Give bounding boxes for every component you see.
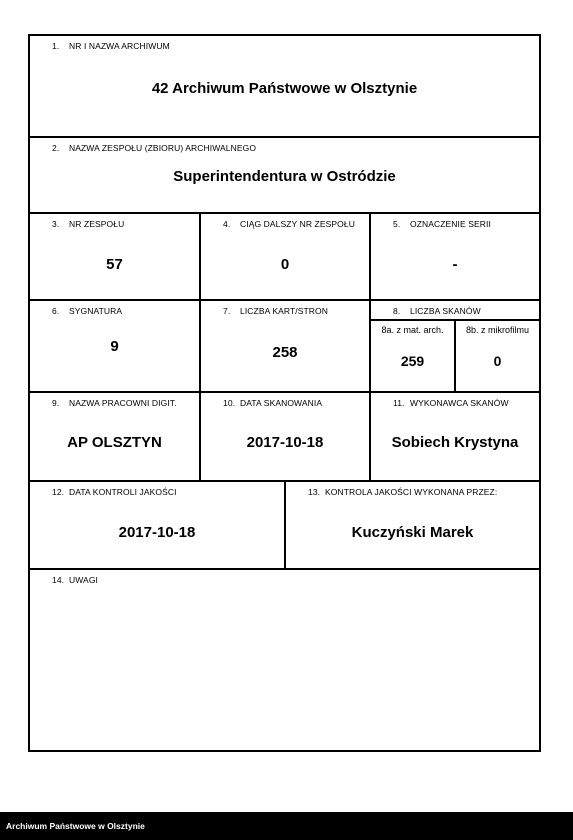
- field-fonds-continuation: [199, 212, 371, 301]
- field-scanned-by: [369, 391, 541, 482]
- field-fonds-number: [28, 212, 201, 301]
- scan-count-microfilm-value: 0: [493, 353, 502, 369]
- scan-date-value: 2017-10-18: [246, 434, 324, 451]
- subfield-label: 8a. z mat. arch.: [381, 325, 444, 335]
- field-label: 5. OZNACZENIE SERII: [393, 219, 491, 229]
- footer-bar: [0, 812, 573, 840]
- scan-count-archival-value: 259: [400, 353, 425, 369]
- field-quality-checked-by: [284, 480, 541, 570]
- field-page-count: [199, 299, 371, 393]
- field-label: 14. UWAGI: [52, 575, 98, 585]
- fonds-number-value: 57: [106, 256, 123, 273]
- field-series-designation: [369, 212, 541, 301]
- field-label: 9. NAZWA PRACOWNI DIGIT.: [52, 398, 177, 408]
- fonds-continuation-value: 0: [280, 256, 290, 273]
- field-label: 1. NR I NAZWA ARCHIWUM: [52, 41, 170, 51]
- field-label: 3. NR ZESPOŁU: [52, 219, 125, 229]
- signature-value: 9: [110, 338, 119, 355]
- footer-text: Archiwum Państwowe w Olsztynie: [6, 821, 145, 831]
- field-label: 4. CIĄG DALSZY NR ZESPOŁU: [223, 219, 355, 229]
- field-label: 7. LICZBA KART/STRON: [223, 306, 328, 316]
- field-label: 11. WYKONAWCA SKANÓW: [393, 398, 509, 408]
- field-quality-check-date: [28, 480, 286, 570]
- field-scan-count-archival: [369, 319, 456, 393]
- archive-name-value: 42 Archiwum Państwowe w Olsztynie: [151, 80, 418, 97]
- field-label: 8. LICZBA SKANÓW: [393, 306, 481, 316]
- series-designation-value: -: [452, 256, 458, 273]
- field-label: 10. DATA SKANOWANIA: [223, 398, 323, 408]
- field-fonds-name: [28, 136, 541, 214]
- scanned-by-value: Sobiech Krystyna: [391, 434, 519, 451]
- field-archive: [28, 34, 541, 138]
- field-scan-date: [199, 391, 371, 482]
- subfield-label: 8b. z mikrofilmu: [465, 325, 529, 335]
- page-count-value: 258: [272, 344, 298, 361]
- archive-metadata-form: [28, 34, 541, 752]
- field-label: 13. KONTROLA JAKOŚCI WYKONANA PRZEZ:: [308, 487, 498, 497]
- field-scan-count-microfilm: [454, 319, 541, 393]
- field-label: 12. DATA KONTROLI JAKOŚCI: [52, 487, 177, 497]
- field-signature: [28, 299, 201, 393]
- field-remarks: [28, 568, 541, 752]
- field-label: 2. NAZWA ZESPOŁU (ZBIORU) ARCHIWALNEGO: [52, 143, 257, 153]
- digitization-lab-value: AP OLSZTYN: [67, 434, 162, 451]
- field-digitization-lab: [28, 391, 201, 482]
- field-label: 6. SYGNATURA: [52, 306, 123, 316]
- quality-check-date-value: 2017-10-18: [118, 524, 196, 541]
- fonds-name-value: Superintendentura w Ostródzie: [173, 168, 396, 185]
- quality-checked-by-value: Kuczyński Marek: [351, 524, 474, 541]
